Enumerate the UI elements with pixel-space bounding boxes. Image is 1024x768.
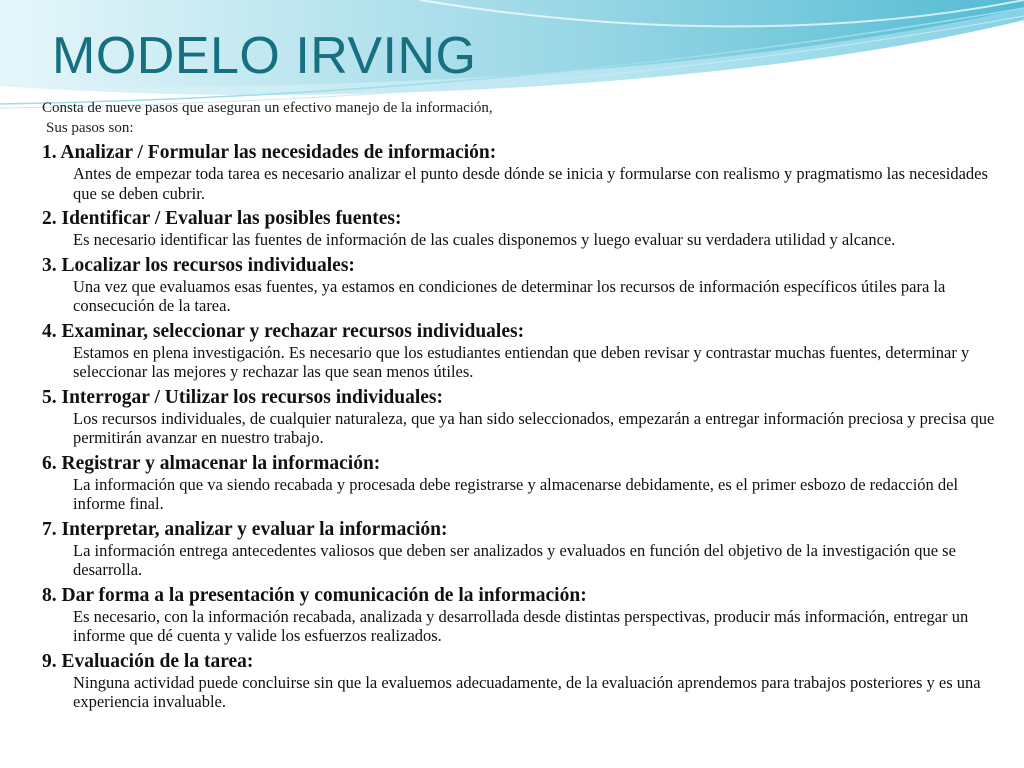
step-item [42, 387, 1002, 448]
step-description: Los recursos individuales, de cualquier naturaleza, que ya han sido seleccionados, empezarán a entregar información preciosa y precisa que permitirán avanzar en nuestro trabajo. [73, 408, 995, 447]
step-description: La información que va siendo recabada y procesada debe registrarse y almacenarse debidamente, es el primer esbozo de redacción del informe final. [73, 474, 959, 513]
intro-text [42, 98, 493, 138]
step-title: 9. Evaluación de la tarea: [42, 650, 254, 672]
step-description: Una vez que evaluamos esas fuentes, ya estamos en condiciones de determinar los recursos de información específicos útiles para la consecución de la tarea. [73, 276, 946, 315]
step-description: Es necesario identificar las fuentes de información de las cuales disponemos y luego evaluar su verdadera utilidad y alcance. [73, 230, 896, 249]
step-title: 4. Examinar, seleccionar y rechazar recursos individuales: [42, 320, 525, 342]
step-item [42, 585, 1002, 646]
step-item [42, 208, 1002, 250]
step-description: Es necesario, con la información recabada, analizada y desarrollada desde distintas perspectivas, producir más información, entregar un informe que dé cuenta y valide los esfuerzos realizados. [73, 606, 969, 645]
step-title: 5. Interrogar / Utilizar los recursos individuales: [42, 386, 444, 408]
intro-line: Consta de nueve pasos que aseguran un efectivo manejo de la información, [42, 100, 493, 116]
step-item [42, 519, 1002, 580]
step-item [42, 651, 1002, 712]
step-item [42, 142, 1002, 203]
step-title: 2. Identificar / Evaluar las posibles fuentes: [42, 208, 402, 229]
step-title: 1. Analizar / Formular las necesidades de información: [42, 142, 497, 163]
intro-line: Sus pasos son: [46, 120, 134, 136]
step-item [42, 321, 1002, 382]
steps-list [42, 142, 1002, 717]
step-title: 3. Localizar los recursos individuales: [42, 254, 355, 276]
slide-title: MODELO IRVING [52, 27, 477, 85]
step-title: 8. Dar forma a la presentación y comunicación de la información: [42, 584, 587, 606]
step-description: Ninguna actividad puede concluirse sin que la evaluemos adecuadamente, de la evaluación aprendemos para trabajos posteriores y es una experiencia invaluable. [73, 672, 981, 711]
step-item [42, 255, 1002, 316]
step-description: La información entrega antecedentes valiosos que deben ser analizados y evaluados en función del objetivo de la investigación que se desarrolla. [73, 540, 956, 579]
step-item [42, 453, 1002, 514]
step-title: 6. Registrar y almacenar la información: [42, 452, 381, 474]
step-description: Antes de empezar toda tarea es necesario analizar el punto desde dónde se inicia y formularse con realismo y pragmatismo las necesidades que se deben cubrir. [73, 164, 988, 203]
step-title: 7. Interpretar, analizar y evaluar la información: [42, 518, 448, 540]
step-description: Estamos en plena investigación. Es necesario que los estudiantes entiendan que deben revisar y contrastar muchas fuentes, determinar y seleccionar las mejores y rechazar las que sean menos útiles. [73, 342, 970, 381]
